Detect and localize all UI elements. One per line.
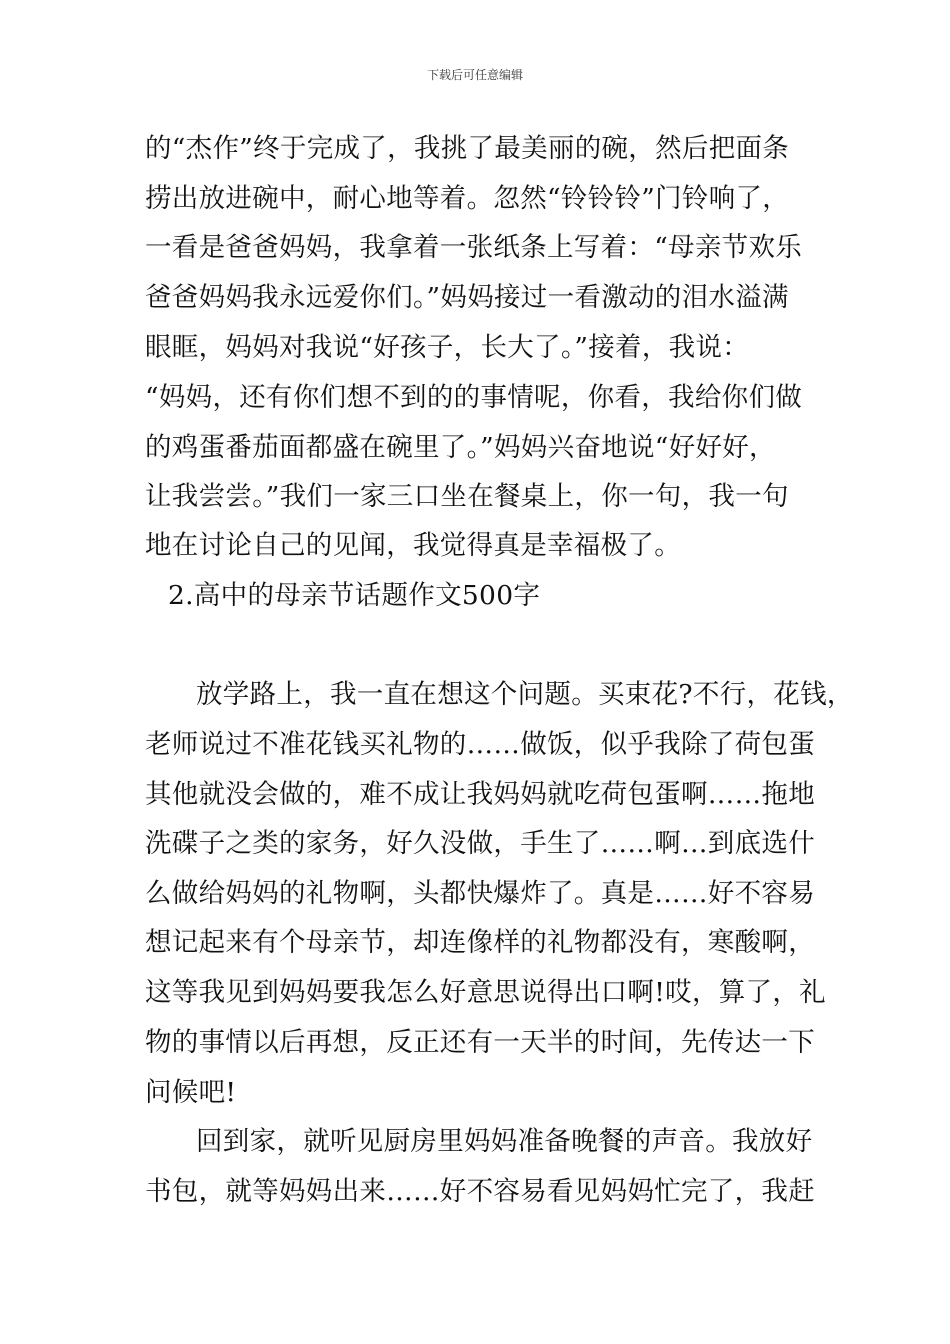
text-line: 想记起来有个母亲节，却连像样的礼物都没有，寒酸啊，	[145, 927, 815, 958]
text-line: 的鸡蛋番茄面都盛在碗里了。”妈妈兴奋地说“好好好，	[145, 432, 776, 463]
text-line: 问候吧!	[145, 1077, 237, 1108]
text-line: 老师说过不准花钱买礼物的……做饭，似乎我除了荷包蛋	[145, 729, 815, 760]
text-line: 么做给妈妈的礼物啊，头都快爆炸了。真是……好不容易	[145, 878, 815, 909]
text-line: 让我尝尝。”我们一家三口坐在餐桌上，你一句，我一句	[145, 481, 789, 512]
text-line: 放学路上，我一直在想这个问题。买束花?不行，花钱，	[196, 679, 854, 710]
text-line: 一看是爸爸妈妈，我拿着一张纸条上写着：“母亲节欢乐	[145, 232, 803, 263]
text-line: 爸爸妈妈我永远爱你们。”妈妈接过一看激动的泪水溢满	[145, 282, 789, 313]
page-header-note: 下载后可任意编辑	[426, 68, 523, 82]
text-line: 眼眶，妈妈对我说“好孩子，长大了。”接着，我说：	[145, 332, 750, 363]
text-line: 其他就没会做的，难不成让我妈妈就吃荷包蛋啊……拖地	[145, 779, 815, 810]
text-line: 书包，就等妈妈出来……好不容易看见妈妈忙完了，我赶	[145, 1176, 815, 1207]
text-line: 地在讨论自己的见闻，我觉得真是幸福极了。	[145, 530, 681, 561]
text-line: “妈妈，还有你们想不到的的事情呢，你看，我给你们做	[145, 382, 803, 413]
text-line: 回到家，就听见厨房里妈妈准备晚餐的声音。我放好	[196, 1126, 813, 1157]
text-line: 洗碟子之类的家务，好久没做，手生了……啊…到底选什	[145, 828, 815, 859]
text-line: 的“杰作”终于完成了，我挑了最美丽的碗，然后把面条	[145, 133, 790, 164]
text-line: 这等我见到妈妈要我怎么好意思说得出口啊!哎，算了，礼	[145, 977, 826, 1008]
text-line: 捞出放进碗中，耐心地等着。忽然“铃铃铃”门铃响了，	[145, 183, 790, 214]
section-heading: 2.高中的母亲节话题作文500字	[168, 580, 541, 611]
text-line: 物的事情以后再想，反正还有一天半的时间，先传达一下	[145, 1027, 815, 1058]
